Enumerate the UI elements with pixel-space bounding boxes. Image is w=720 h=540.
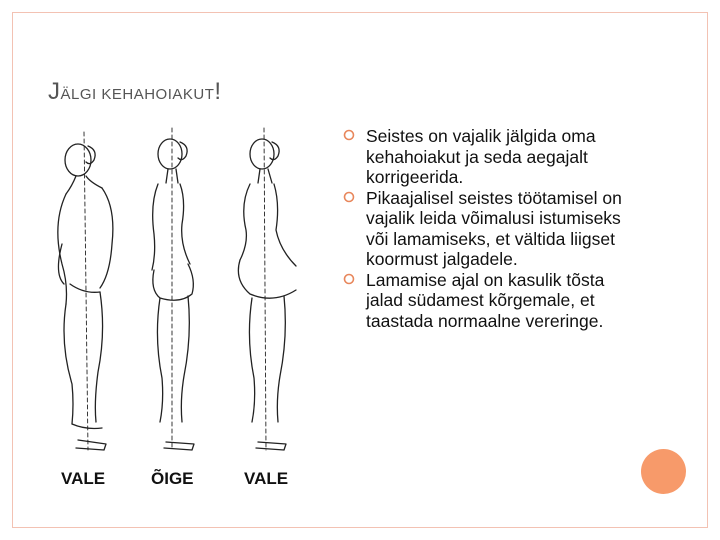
- bullet-text: Seistes on vajalik jälgida oma kehahoiakut ja seda aegajalt korrigeerida.: [366, 126, 596, 187]
- slide-title: [48, 78, 222, 106]
- figure-slouched-left: [58, 132, 113, 450]
- figure-label-wrong-left: VALE: [61, 469, 106, 488]
- bullet-item: [342, 270, 642, 332]
- figure-arched-right: [238, 128, 296, 450]
- title-end: !: [214, 78, 222, 105]
- bullet-list: [342, 126, 642, 331]
- open-circle-bullet-icon: [342, 128, 356, 142]
- bullet-item: [342, 188, 642, 270]
- bullet-text: Pikaajalisel seistes töötamisel on vajalik leida võimalusi istumiseks või lamamiseks, et vältida liigset koormust jalgadele.: [366, 187, 622, 269]
- open-circle-bullet-icon: [342, 190, 356, 204]
- figure-label-wrong-right: VALE: [244, 469, 289, 488]
- figure-label-correct: ÕIGE: [151, 469, 194, 488]
- title-first-letter: J: [48, 78, 61, 105]
- figure-correct-middle: [152, 128, 194, 450]
- decorative-orange-circle: [641, 449, 686, 494]
- posture-figures-drawing: [48, 120, 313, 470]
- open-circle-bullet-icon: [342, 272, 356, 286]
- bullet-item: [342, 126, 642, 188]
- title-rest: ÄLGI KEHAHOIAKUT: [60, 86, 215, 103]
- bullet-text: Lamamise ajal on kasulik tõsta jalad südamest kõrgemale, et taastada normaalne vereringe.: [366, 269, 605, 331]
- posture-illustration: [48, 120, 313, 495]
